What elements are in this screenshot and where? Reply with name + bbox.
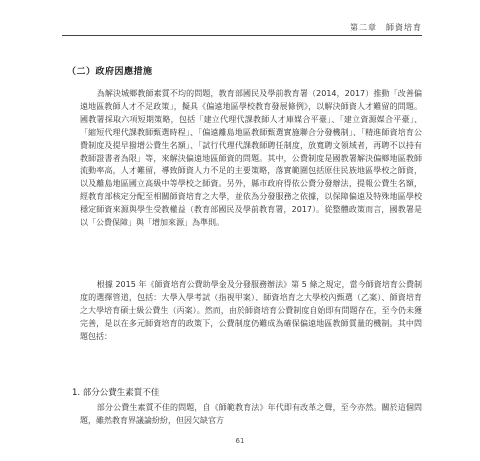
paragraph-text: 為解決城鄉教師素質不均的問題，教育部國民及學前教育署（2014，2017）推動「改善偏遠地區教師人才不足政策」，擬具《偏遠地區學校教育發展條例》，以解決師資人才難留的問題。國教署採取六項短期策略，包括「建立代理代課教師人才庫媒合平臺」、「建立資源媒合平臺」、「縮短代理代課教師甄選時程」、「偏遠離島地區教師甄選實施聯合分發機制」、「精進師資培育公費制度及提早撥增公費生名額」、「試行代理代課教師聘任制度，放寬聘文領域者，再聘不以持有教師證書者為限」等，來解決偏遠地區師資的問題。其中，公費制度是國教署解決偏鄉地區教師流動率高，人才難留，導致師資人力不足的主要策略，落實範圍包括原住民族地區學校之師資，以及離島地區國立高級中等學校之師資。另外，縣市政府得依公費分發辦法，提報公費生名額，經教育部核定分配至相關師資培育之大學，並依為分發服務之依據，以保障偏遠及特殊地區學校穩定師資來源與學生受教權益（教育部國民及學前教育署，2017）。從整體政策而言，國教署是以「公費保障」與「增加來源」為準則。 (80, 89, 422, 228)
body-paragraph-3 (80, 402, 422, 428)
body-paragraph-1 (80, 88, 422, 230)
subheading: 1. 部分公費生素質不佳 (72, 388, 160, 398)
running-header: 第二章 師資培育 (350, 23, 422, 32)
section-heading: （二）政府因應措施 (67, 67, 153, 77)
header-rule (62, 35, 422, 36)
body-paragraph-2 (80, 279, 422, 344)
page-number: 61 (235, 437, 245, 445)
paragraph-text: 部分公費生素質不佳的問題，自《師範教育法》年代即有改革之聲，至今亦然。關於這個問題，雖然教育界議論紛紛，但因欠缺官方 (80, 403, 422, 425)
paragraph-text: 根據 2015 年《師資培育公費助學金及分發服務辦法》第 5 條之規定，當今師資培育公費制度的選擇管道，包括：大學入學考試（指視甲案）、師資培育之大學校內甄選（乙案）、師資培育之大學培育碩士級公費生（丙案）。然而，由於師資培育公費制度自始即有問題存在，至今仍未獲完善，是以在多元師資培育的政策下，公費制度仍難成為確保偏遠地區教師質量的機制。其中問題包括： (80, 280, 422, 341)
